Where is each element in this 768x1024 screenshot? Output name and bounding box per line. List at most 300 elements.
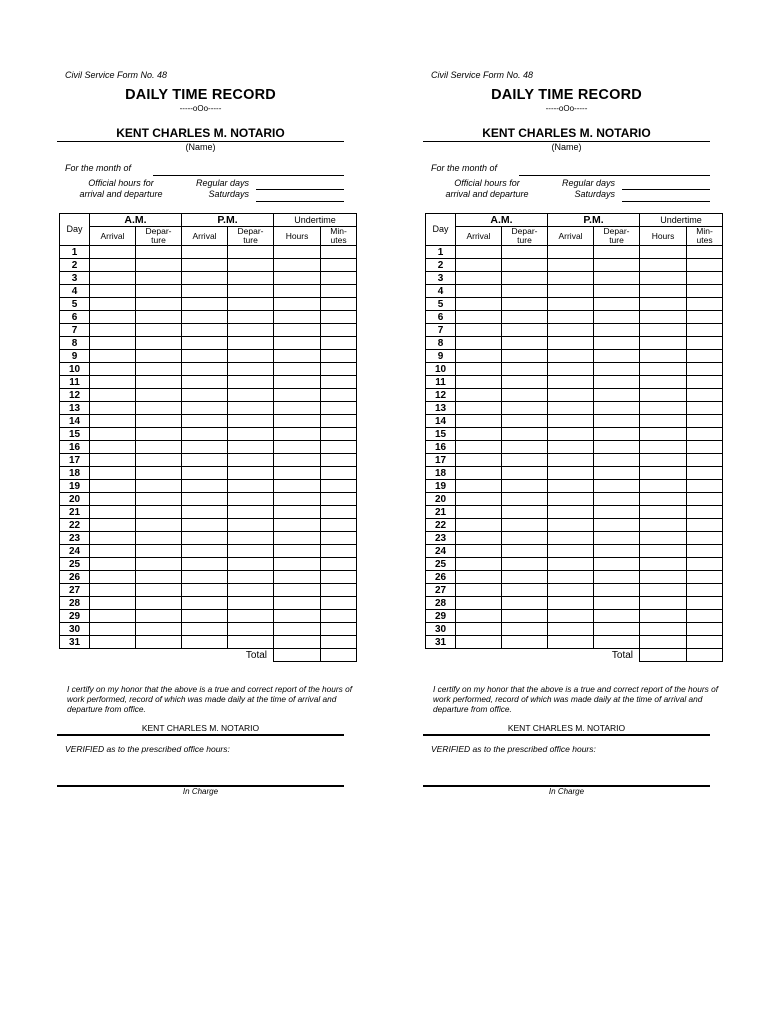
pm-departure-cell[interactable] <box>228 623 274 636</box>
am-arrival-cell[interactable] <box>456 402 502 415</box>
undertime-hours-cell[interactable] <box>274 467 321 480</box>
am-arrival-cell[interactable] <box>456 259 502 272</box>
am-departure-cell[interactable] <box>136 493 182 506</box>
pm-arrival-cell[interactable] <box>182 623 228 636</box>
undertime-hours-cell[interactable] <box>640 259 687 272</box>
pm-departure-cell[interactable] <box>594 519 640 532</box>
pm-departure-cell[interactable] <box>228 311 274 324</box>
am-departure-cell[interactable] <box>502 389 548 402</box>
am-arrival-cell[interactable] <box>456 532 502 545</box>
undertime-hours-cell[interactable] <box>274 324 321 337</box>
undertime-minutes-cell[interactable] <box>321 610 357 623</box>
pm-departure-cell[interactable] <box>594 402 640 415</box>
undertime-minutes-cell[interactable] <box>321 298 357 311</box>
pm-departure-cell[interactable] <box>228 558 274 571</box>
am-arrival-cell[interactable] <box>90 402 136 415</box>
undertime-hours-cell[interactable] <box>274 480 321 493</box>
undertime-minutes-cell[interactable] <box>321 636 357 649</box>
pm-arrival-cell[interactable] <box>182 389 228 402</box>
am-departure-cell[interactable] <box>502 519 548 532</box>
undertime-hours-cell[interactable] <box>640 558 687 571</box>
pm-departure-cell[interactable] <box>594 571 640 584</box>
pm-departure-cell[interactable] <box>228 441 274 454</box>
am-departure-cell[interactable] <box>502 402 548 415</box>
pm-departure-cell[interactable] <box>228 454 274 467</box>
undertime-hours-cell[interactable] <box>640 571 687 584</box>
regular-days-field[interactable] <box>256 189 344 190</box>
undertime-minutes-cell[interactable] <box>321 415 357 428</box>
pm-arrival-cell[interactable] <box>548 519 594 532</box>
pm-departure-cell[interactable] <box>228 363 274 376</box>
am-departure-cell[interactable] <box>136 272 182 285</box>
am-departure-cell[interactable] <box>136 246 182 259</box>
pm-departure-cell[interactable] <box>228 285 274 298</box>
undertime-hours-cell[interactable] <box>640 298 687 311</box>
am-arrival-cell[interactable] <box>90 246 136 259</box>
pm-arrival-cell[interactable] <box>182 493 228 506</box>
am-arrival-cell[interactable] <box>90 324 136 337</box>
undertime-hours-cell[interactable] <box>640 363 687 376</box>
undertime-minutes-cell[interactable] <box>321 246 357 259</box>
month-field[interactable] <box>519 175 710 176</box>
am-arrival-cell[interactable] <box>456 311 502 324</box>
undertime-hours-cell[interactable] <box>640 610 687 623</box>
pm-departure-cell[interactable] <box>228 324 274 337</box>
pm-arrival-cell[interactable] <box>548 285 594 298</box>
undertime-hours-cell[interactable] <box>274 428 321 441</box>
undertime-minutes-cell[interactable] <box>321 324 357 337</box>
undertime-minutes-cell[interactable] <box>321 402 357 415</box>
undertime-hours-cell[interactable] <box>640 311 687 324</box>
undertime-minutes-cell[interactable] <box>687 272 723 285</box>
am-arrival-cell[interactable] <box>456 493 502 506</box>
undertime-hours-cell[interactable] <box>274 272 321 285</box>
undertime-minutes-cell[interactable] <box>687 298 723 311</box>
undertime-hours-cell[interactable] <box>274 519 321 532</box>
undertime-hours-cell[interactable] <box>274 506 321 519</box>
pm-arrival-cell[interactable] <box>548 636 594 649</box>
undertime-hours-cell[interactable] <box>274 441 321 454</box>
undertime-minutes-cell[interactable] <box>321 272 357 285</box>
pm-arrival-cell[interactable] <box>548 389 594 402</box>
undertime-hours-cell[interactable] <box>274 532 321 545</box>
am-departure-cell[interactable] <box>502 246 548 259</box>
pm-departure-cell[interactable] <box>594 558 640 571</box>
pm-departure-cell[interactable] <box>228 337 274 350</box>
am-arrival-cell[interactable] <box>90 272 136 285</box>
am-departure-cell[interactable] <box>502 259 548 272</box>
pm-departure-cell[interactable] <box>594 454 640 467</box>
pm-arrival-cell[interactable] <box>182 532 228 545</box>
pm-arrival-cell[interactable] <box>548 298 594 311</box>
undertime-minutes-cell[interactable] <box>321 454 357 467</box>
am-departure-cell[interactable] <box>502 532 548 545</box>
am-arrival-cell[interactable] <box>90 493 136 506</box>
pm-departure-cell[interactable] <box>228 597 274 610</box>
undertime-minutes-cell[interactable] <box>687 532 723 545</box>
pm-departure-cell[interactable] <box>228 584 274 597</box>
pm-departure-cell[interactable] <box>228 428 274 441</box>
am-departure-cell[interactable] <box>136 285 182 298</box>
month-field[interactable] <box>153 175 344 176</box>
pm-departure-cell[interactable] <box>228 480 274 493</box>
undertime-minutes-cell[interactable] <box>321 428 357 441</box>
am-departure-cell[interactable] <box>136 324 182 337</box>
undertime-minutes-cell[interactable] <box>321 389 357 402</box>
am-departure-cell[interactable] <box>136 415 182 428</box>
pm-arrival-cell[interactable] <box>182 337 228 350</box>
pm-arrival-cell[interactable] <box>182 363 228 376</box>
pm-departure-cell[interactable] <box>228 571 274 584</box>
am-arrival-cell[interactable] <box>456 441 502 454</box>
pm-arrival-cell[interactable] <box>182 350 228 363</box>
am-departure-cell[interactable] <box>502 311 548 324</box>
am-arrival-cell[interactable] <box>456 610 502 623</box>
undertime-minutes-cell[interactable] <box>321 506 357 519</box>
undertime-minutes-cell[interactable] <box>687 324 723 337</box>
am-departure-cell[interactable] <box>502 571 548 584</box>
pm-arrival-cell[interactable] <box>182 545 228 558</box>
pm-departure-cell[interactable] <box>594 610 640 623</box>
pm-departure-cell[interactable] <box>228 532 274 545</box>
undertime-minutes-cell[interactable] <box>687 636 723 649</box>
am-arrival-cell[interactable] <box>90 545 136 558</box>
am-arrival-cell[interactable] <box>456 467 502 480</box>
undertime-hours-cell[interactable] <box>640 623 687 636</box>
pm-arrival-cell[interactable] <box>182 402 228 415</box>
pm-departure-cell[interactable] <box>594 597 640 610</box>
undertime-hours-cell[interactable] <box>640 285 687 298</box>
am-arrival-cell[interactable] <box>90 389 136 402</box>
pm-arrival-cell[interactable] <box>182 298 228 311</box>
pm-arrival-cell[interactable] <box>182 428 228 441</box>
undertime-hours-cell[interactable] <box>640 532 687 545</box>
am-departure-cell[interactable] <box>136 623 182 636</box>
pm-departure-cell[interactable] <box>594 623 640 636</box>
am-departure-cell[interactable] <box>502 558 548 571</box>
undertime-minutes-cell[interactable] <box>321 584 357 597</box>
pm-arrival-cell[interactable] <box>182 415 228 428</box>
undertime-minutes-cell[interactable] <box>687 480 723 493</box>
pm-arrival-cell[interactable] <box>548 350 594 363</box>
total-minutes-cell[interactable] <box>321 649 357 662</box>
am-departure-cell[interactable] <box>502 480 548 493</box>
undertime-minutes-cell[interactable] <box>321 545 357 558</box>
undertime-hours-cell[interactable] <box>640 415 687 428</box>
pm-arrival-cell[interactable] <box>548 311 594 324</box>
am-departure-cell[interactable] <box>136 389 182 402</box>
am-departure-cell[interactable] <box>136 376 182 389</box>
pm-departure-cell[interactable] <box>594 441 640 454</box>
undertime-minutes-cell[interactable] <box>687 285 723 298</box>
undertime-minutes-cell[interactable] <box>321 493 357 506</box>
undertime-hours-cell[interactable] <box>640 506 687 519</box>
undertime-hours-cell[interactable] <box>640 584 687 597</box>
pm-arrival-cell[interactable] <box>182 324 228 337</box>
pm-departure-cell[interactable] <box>228 389 274 402</box>
am-arrival-cell[interactable] <box>90 558 136 571</box>
undertime-minutes-cell[interactable] <box>321 532 357 545</box>
undertime-minutes-cell[interactable] <box>687 558 723 571</box>
undertime-hours-cell[interactable] <box>640 636 687 649</box>
pm-departure-cell[interactable] <box>228 467 274 480</box>
pm-arrival-cell[interactable] <box>182 246 228 259</box>
pm-arrival-cell[interactable] <box>182 454 228 467</box>
total-hours-cell[interactable] <box>274 649 321 662</box>
pm-departure-cell[interactable] <box>228 402 274 415</box>
pm-arrival-cell[interactable] <box>548 558 594 571</box>
am-arrival-cell[interactable] <box>90 584 136 597</box>
pm-departure-cell[interactable] <box>228 506 274 519</box>
pm-departure-cell[interactable] <box>594 467 640 480</box>
pm-departure-cell[interactable] <box>228 246 274 259</box>
undertime-hours-cell[interactable] <box>640 441 687 454</box>
pm-arrival-cell[interactable] <box>548 584 594 597</box>
am-departure-cell[interactable] <box>502 506 548 519</box>
undertime-minutes-cell[interactable] <box>321 311 357 324</box>
am-departure-cell[interactable] <box>136 441 182 454</box>
pm-arrival-cell[interactable] <box>182 376 228 389</box>
am-departure-cell[interactable] <box>502 428 548 441</box>
am-arrival-cell[interactable] <box>90 350 136 363</box>
undertime-hours-cell[interactable] <box>640 597 687 610</box>
pm-arrival-cell[interactable] <box>548 376 594 389</box>
pm-arrival-cell[interactable] <box>548 246 594 259</box>
am-arrival-cell[interactable] <box>456 350 502 363</box>
undertime-minutes-cell[interactable] <box>321 558 357 571</box>
pm-arrival-cell[interactable] <box>548 324 594 337</box>
pm-departure-cell[interactable] <box>594 506 640 519</box>
undertime-hours-cell[interactable] <box>640 428 687 441</box>
pm-departure-cell[interactable] <box>228 415 274 428</box>
pm-arrival-cell[interactable] <box>548 402 594 415</box>
pm-arrival-cell[interactable] <box>548 610 594 623</box>
am-arrival-cell[interactable] <box>90 376 136 389</box>
undertime-minutes-cell[interactable] <box>687 597 723 610</box>
am-departure-cell[interactable] <box>136 597 182 610</box>
undertime-hours-cell[interactable] <box>640 545 687 558</box>
pm-arrival-cell[interactable] <box>182 571 228 584</box>
am-arrival-cell[interactable] <box>456 376 502 389</box>
am-arrival-cell[interactable] <box>456 636 502 649</box>
am-departure-cell[interactable] <box>136 402 182 415</box>
undertime-hours-cell[interactable] <box>640 350 687 363</box>
pm-departure-cell[interactable] <box>594 532 640 545</box>
saturdays-field[interactable] <box>622 201 710 202</box>
am-arrival-cell[interactable] <box>456 571 502 584</box>
undertime-hours-cell[interactable] <box>274 350 321 363</box>
am-arrival-cell[interactable] <box>90 285 136 298</box>
undertime-minutes-cell[interactable] <box>321 376 357 389</box>
undertime-hours-cell[interactable] <box>274 493 321 506</box>
am-departure-cell[interactable] <box>502 584 548 597</box>
undertime-hours-cell[interactable] <box>640 324 687 337</box>
pm-arrival-cell[interactable] <box>548 545 594 558</box>
am-departure-cell[interactable] <box>136 584 182 597</box>
am-departure-cell[interactable] <box>136 363 182 376</box>
undertime-hours-cell[interactable] <box>640 480 687 493</box>
pm-arrival-cell[interactable] <box>548 480 594 493</box>
undertime-minutes-cell[interactable] <box>687 571 723 584</box>
undertime-minutes-cell[interactable] <box>321 467 357 480</box>
undertime-minutes-cell[interactable] <box>687 506 723 519</box>
undertime-hours-cell[interactable] <box>274 545 321 558</box>
am-arrival-cell[interactable] <box>456 285 502 298</box>
pm-departure-cell[interactable] <box>594 636 640 649</box>
undertime-hours-cell[interactable] <box>274 298 321 311</box>
am-arrival-cell[interactable] <box>456 324 502 337</box>
total-minutes-cell[interactable] <box>687 649 723 662</box>
undertime-minutes-cell[interactable] <box>687 350 723 363</box>
undertime-minutes-cell[interactable] <box>321 350 357 363</box>
am-arrival-cell[interactable] <box>90 298 136 311</box>
pm-arrival-cell[interactable] <box>548 441 594 454</box>
pm-departure-cell[interactable] <box>228 298 274 311</box>
pm-departure-cell[interactable] <box>594 545 640 558</box>
undertime-minutes-cell[interactable] <box>321 337 357 350</box>
am-departure-cell[interactable] <box>136 337 182 350</box>
undertime-minutes-cell[interactable] <box>687 402 723 415</box>
am-arrival-cell[interactable] <box>456 519 502 532</box>
am-departure-cell[interactable] <box>136 519 182 532</box>
undertime-minutes-cell[interactable] <box>687 259 723 272</box>
am-arrival-cell[interactable] <box>456 597 502 610</box>
undertime-minutes-cell[interactable] <box>687 376 723 389</box>
am-departure-cell[interactable] <box>136 428 182 441</box>
am-departure-cell[interactable] <box>136 350 182 363</box>
am-departure-cell[interactable] <box>136 571 182 584</box>
am-departure-cell[interactable] <box>502 337 548 350</box>
pm-arrival-cell[interactable] <box>548 597 594 610</box>
pm-arrival-cell[interactable] <box>548 428 594 441</box>
pm-arrival-cell[interactable] <box>548 623 594 636</box>
am-arrival-cell[interactable] <box>90 467 136 480</box>
am-arrival-cell[interactable] <box>90 428 136 441</box>
pm-arrival-cell[interactable] <box>548 454 594 467</box>
am-arrival-cell[interactable] <box>90 454 136 467</box>
undertime-hours-cell[interactable] <box>274 389 321 402</box>
undertime-hours-cell[interactable] <box>274 415 321 428</box>
pm-departure-cell[interactable] <box>594 272 640 285</box>
undertime-hours-cell[interactable] <box>640 376 687 389</box>
am-arrival-cell[interactable] <box>456 545 502 558</box>
undertime-hours-cell[interactable] <box>274 584 321 597</box>
undertime-minutes-cell[interactable] <box>687 428 723 441</box>
undertime-minutes-cell[interactable] <box>687 623 723 636</box>
pm-departure-cell[interactable] <box>594 584 640 597</box>
am-departure-cell[interactable] <box>502 597 548 610</box>
pm-departure-cell[interactable] <box>228 636 274 649</box>
pm-arrival-cell[interactable] <box>548 259 594 272</box>
undertime-hours-cell[interactable] <box>640 246 687 259</box>
regular-days-field[interactable] <box>622 189 710 190</box>
pm-departure-cell[interactable] <box>594 389 640 402</box>
am-arrival-cell[interactable] <box>90 337 136 350</box>
am-arrival-cell[interactable] <box>456 246 502 259</box>
am-arrival-cell[interactable] <box>90 415 136 428</box>
undertime-hours-cell[interactable] <box>274 558 321 571</box>
am-departure-cell[interactable] <box>136 636 182 649</box>
undertime-minutes-cell[interactable] <box>687 545 723 558</box>
pm-arrival-cell[interactable] <box>548 493 594 506</box>
undertime-minutes-cell[interactable] <box>687 454 723 467</box>
am-departure-cell[interactable] <box>136 558 182 571</box>
pm-arrival-cell[interactable] <box>182 441 228 454</box>
am-arrival-cell[interactable] <box>456 558 502 571</box>
pm-arrival-cell[interactable] <box>182 597 228 610</box>
pm-departure-cell[interactable] <box>594 298 640 311</box>
undertime-minutes-cell[interactable] <box>687 415 723 428</box>
am-departure-cell[interactable] <box>502 298 548 311</box>
undertime-minutes-cell[interactable] <box>687 493 723 506</box>
am-arrival-cell[interactable] <box>90 441 136 454</box>
pm-arrival-cell[interactable] <box>182 610 228 623</box>
undertime-minutes-cell[interactable] <box>321 571 357 584</box>
undertime-hours-cell[interactable] <box>640 402 687 415</box>
undertime-hours-cell[interactable] <box>274 376 321 389</box>
am-departure-cell[interactable] <box>136 259 182 272</box>
am-arrival-cell[interactable] <box>456 584 502 597</box>
undertime-minutes-cell[interactable] <box>321 597 357 610</box>
am-departure-cell[interactable] <box>136 467 182 480</box>
pm-arrival-cell[interactable] <box>548 532 594 545</box>
am-arrival-cell[interactable] <box>90 506 136 519</box>
total-hours-cell[interactable] <box>640 649 687 662</box>
am-departure-cell[interactable] <box>136 298 182 311</box>
pm-departure-cell[interactable] <box>594 259 640 272</box>
am-departure-cell[interactable] <box>502 623 548 636</box>
am-departure-cell[interactable] <box>136 480 182 493</box>
am-departure-cell[interactable] <box>502 376 548 389</box>
pm-arrival-cell[interactable] <box>548 272 594 285</box>
pm-departure-cell[interactable] <box>594 428 640 441</box>
am-departure-cell[interactable] <box>502 610 548 623</box>
undertime-minutes-cell[interactable] <box>687 337 723 350</box>
undertime-minutes-cell[interactable] <box>321 285 357 298</box>
am-departure-cell[interactable] <box>502 415 548 428</box>
pm-departure-cell[interactable] <box>594 376 640 389</box>
undertime-minutes-cell[interactable] <box>687 363 723 376</box>
pm-arrival-cell[interactable] <box>548 337 594 350</box>
pm-arrival-cell[interactable] <box>548 506 594 519</box>
am-arrival-cell[interactable] <box>90 259 136 272</box>
pm-arrival-cell[interactable] <box>182 636 228 649</box>
undertime-minutes-cell[interactable] <box>321 363 357 376</box>
am-arrival-cell[interactable] <box>90 597 136 610</box>
undertime-minutes-cell[interactable] <box>687 467 723 480</box>
pm-departure-cell[interactable] <box>594 324 640 337</box>
pm-departure-cell[interactable] <box>228 376 274 389</box>
pm-arrival-cell[interactable] <box>548 363 594 376</box>
am-departure-cell[interactable] <box>502 441 548 454</box>
pm-arrival-cell[interactable] <box>548 571 594 584</box>
am-arrival-cell[interactable] <box>90 571 136 584</box>
am-departure-cell[interactable] <box>502 363 548 376</box>
am-departure-cell[interactable] <box>502 545 548 558</box>
am-departure-cell[interactable] <box>502 467 548 480</box>
pm-arrival-cell[interactable] <box>182 272 228 285</box>
pm-departure-cell[interactable] <box>594 363 640 376</box>
pm-arrival-cell[interactable] <box>182 506 228 519</box>
am-arrival-cell[interactable] <box>90 519 136 532</box>
undertime-hours-cell[interactable] <box>274 610 321 623</box>
undertime-minutes-cell[interactable] <box>687 610 723 623</box>
am-arrival-cell[interactable] <box>456 415 502 428</box>
undertime-hours-cell[interactable] <box>274 454 321 467</box>
undertime-hours-cell[interactable] <box>274 402 321 415</box>
pm-departure-cell[interactable] <box>228 259 274 272</box>
saturdays-field[interactable] <box>256 201 344 202</box>
